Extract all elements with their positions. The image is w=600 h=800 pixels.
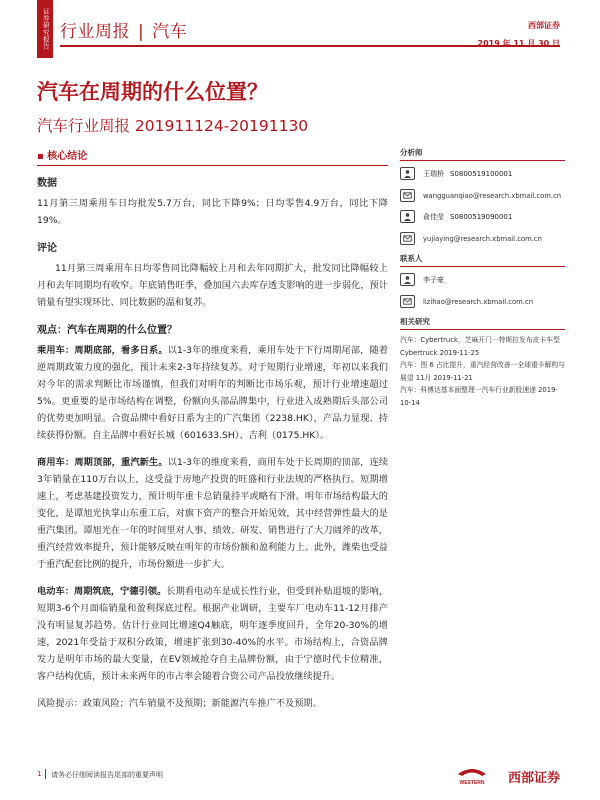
comment-label: 评论 [37, 243, 57, 254]
analyst-row [400, 210, 565, 223]
contact-email-row [400, 295, 565, 308]
analyst-email[interactable]: wangguanqiao@research.xbmail.com.cn [423, 191, 562, 200]
related-heading: 相关研究 [400, 316, 565, 330]
page-title: 汽车在周期的什么位置？ [37, 80, 268, 104]
category-label: 行业周报 [60, 22, 130, 42]
report-date: 2019 年 11 月 30 日 [477, 39, 560, 48]
ev-lead: 电动车：周期筑底，宁德引领。 [37, 586, 167, 597]
page-subtitle: 汽车行业周报 201911124-20191130 [37, 117, 309, 135]
main-content [37, 147, 388, 722]
mail-icon [400, 189, 415, 202]
ev-paragraph [37, 583, 388, 685]
passenger-car-text: 以1-3年的维度来看，乘用车处于下行周期尾部，随着逆周期政策力度的强化，预计未来2-3年持续复苏。对于短期行业增速，年初以来我们对今年的需求判断比市场谨慎，但我们对明年的判断比市场乐观，预计行业增速超过5%。更重要的是市场结构在调整，份额向头部品牌集中，行业进入成熟期后头部公司的优势更加明显。合资品牌中看好日系为主的广汽集团（2238.HK），产品力显现、持续获得份额。自主品牌中看好长城（601633.SH）、吉利（0175.HK）。 [37, 345, 389, 441]
core-heading: 核心结论 [47, 151, 88, 162]
disclaimer-note: 请务必仔细阅读报告尾部的重要声明 [51, 771, 163, 779]
logo-text: WESTERN [459, 780, 485, 786]
analyst-heading: 分析师 [400, 147, 565, 161]
mail-icon [400, 232, 415, 245]
analyst-row [400, 167, 565, 180]
related-item[interactable]: 汽车：科博达基本面整理一汽车行业新股速递 2019-10-14 [400, 386, 558, 407]
comment-paragraph: 11月第三周乘用车日均零售同比降幅较上月和去年同期扩大，批发同比降幅较上月和去年同期均有收窄。年底销售旺季，叠加国六去库存透支影响的进一步弱化，预计销量有望实现环比、同比数据的温和复苏。 [37, 263, 388, 308]
report-type-tag: 证券研究报告 [37, 0, 53, 58]
commercial-vehicle-text: 以1-3年的维度来看，商用车处于长周期的顶部，连续3年销量在110万台以上，这受益于房地产投资的旺盛和行业法规的严格执行。短期增速上，考虑基建投资发力，预计明年重卡总销量持平或略有下滑。明年市场结构最大的变化，是谭旭光执掌山东重工后，对旗下资产的整合开始见效，其中经营弹性最大的是重汽集团。谭旭光在一年的时间里对人事、绩效、研发、销售进行了大刀阔斧的改革，重汽经营效率提升，预计能够反映在明年的市场份额和盈利能力上。此外，潍柴也受益于重汽配套比例的提升，市场份额进一步扩大。 [37, 457, 389, 570]
related-list [400, 334, 565, 409]
section-heading [37, 147, 388, 166]
related-item[interactable]: 汽车：Cybertruck，芝麻开门一特斯拉发布皮卡车型 Cybertruck 2019-11-25 [400, 336, 560, 357]
analyst-id: S0800519100001 [450, 169, 513, 178]
view-label: 观点：汽车在周期的什么位置？ [37, 325, 177, 336]
related-item[interactable]: 汽车：图 6 占比提升，重汽经营改善一全球重卡解构与展望 11月 2019-11-21 [400, 361, 565, 382]
contact-name: 李子豪 [423, 275, 444, 284]
bullet-icon: ▪ [37, 151, 48, 162]
mail-icon [400, 295, 415, 308]
footer-brand: 西部证券 [507, 771, 560, 786]
contact-heading: 联系人 [400, 253, 565, 267]
analyst-email[interactable]: yujiaying@research.xbmail.com.cn [423, 234, 542, 243]
risk-warning: 风险提示：政策风险；汽车销量不及预期；新能源汽车推广不及预期。 [37, 698, 322, 709]
brand-name-top: 西部证券 [528, 21, 560, 30]
person-icon [400, 167, 415, 180]
ev-text: 长期看电动车是成长性行业，但受到补贴退坡的影响，短期3-6个月面临销量和盈利探底过程。根据产业调研，主要车厂电动车11-12月排产没有明显复苏趋势。估计行业同比增速Q4触底，明年逐季度回升，全年20-30%的增速，2021年受益于双积分政策，增速扩张到30-40%的水平。市场结构上，合资品牌发力是明年市场的最大变量，在EV领域抢夺自主品牌份额，由于宁德时代卡位精准，客户结构优质，预计未来两年的市占率会随着合资公司产品投放继续提升。 [37, 586, 389, 682]
analyst-email-row [400, 189, 565, 202]
person-icon [400, 210, 415, 223]
analyst-name: 俞佳莹 [423, 212, 444, 221]
data-paragraph: 11月第三周乘用车日均批发5.7万台，同比下降9%；日均零售4.9万台，同比下降19%。 [37, 198, 388, 226]
data-label: 数据 [37, 178, 57, 189]
commercial-vehicle-paragraph [37, 454, 388, 573]
industry-label: 汽车 [152, 22, 188, 42]
page-number: 1 [37, 770, 42, 778]
footer-divider [45, 769, 46, 779]
sidebar [400, 147, 565, 409]
analyst-name: 王瑞桥 [423, 169, 444, 178]
person-icon [400, 273, 415, 286]
header-separator: | [138, 22, 145, 42]
report-category-title [60, 17, 187, 42]
analyst-email-row [400, 232, 565, 245]
contact-row [400, 273, 565, 286]
passenger-car-lead: 乘用车：周期底部，看多日系。 [37, 345, 168, 356]
contact-email[interactable]: lizihao@research.xbmail.com.cn [423, 297, 534, 306]
page-footer [37, 764, 560, 786]
passenger-car-paragraph [37, 342, 388, 444]
company-logo-icon [454, 764, 490, 786]
analyst-id: S0800519090001 [450, 212, 513, 221]
commercial-vehicle-lead: 商用车：周期顶部，重汽新生。 [37, 457, 168, 468]
